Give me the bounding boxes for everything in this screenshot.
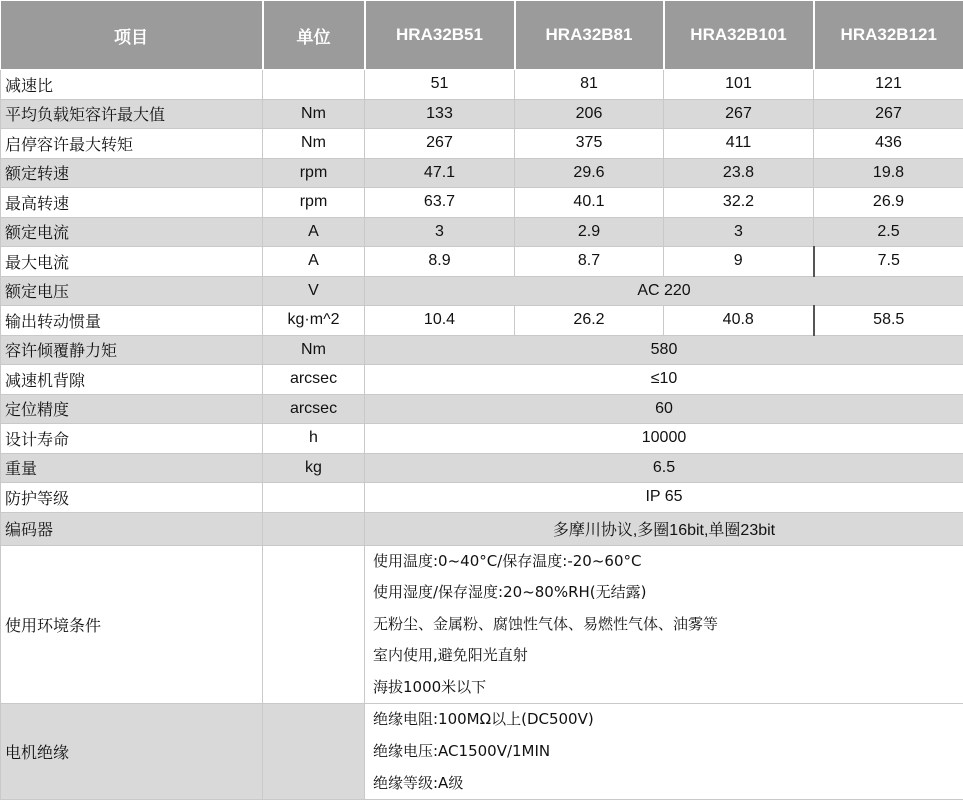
row-merged-value: 6.5 bbox=[365, 453, 963, 483]
row-merged-value: 多摩川协议,多圈16bit,单圈23bit bbox=[365, 512, 963, 545]
header-model-4: HRA32B121 bbox=[814, 1, 963, 70]
row-value: 19.8 bbox=[814, 158, 963, 188]
row-value: 267 bbox=[365, 129, 515, 159]
row-value: 2.5 bbox=[814, 217, 963, 247]
environment-row bbox=[1, 545, 963, 704]
row-value: 3 bbox=[664, 217, 814, 247]
row-value: 9 bbox=[664, 247, 814, 277]
environment-line: 无粉尘、金属粉、腐蚀性气体、易燃性气体、油雾等 bbox=[373, 614, 719, 633]
row-value: 26.2 bbox=[515, 306, 664, 336]
insulation-item: 电机绝缘 bbox=[1, 704, 263, 800]
row-item: 启停容许最大转矩 bbox=[1, 129, 263, 159]
header-unit: 单位 bbox=[263, 1, 365, 70]
environment-notes bbox=[365, 545, 963, 704]
environment-line: 海拔1000米以下 bbox=[373, 677, 487, 696]
table-row bbox=[1, 70, 963, 100]
row-item: 防护等级 bbox=[1, 483, 263, 513]
environment-line: 使用温度:0~40°C/保存温度:-20~60°C bbox=[373, 551, 642, 570]
header-model-2: HRA32B81 bbox=[515, 1, 664, 70]
row-unit: Nm bbox=[263, 335, 365, 365]
row-merged-value: ≤10 bbox=[365, 365, 963, 395]
table-row bbox=[1, 453, 963, 483]
header-row bbox=[1, 1, 963, 70]
row-unit: Nm bbox=[263, 99, 365, 129]
row-item: 设计寿命 bbox=[1, 424, 263, 454]
row-unit bbox=[263, 483, 365, 513]
insulation-line: 绝缘等级:A级 bbox=[373, 773, 464, 792]
row-value: 436 bbox=[814, 129, 963, 159]
row-item: 减速机背隙 bbox=[1, 365, 263, 395]
row-value: 3 bbox=[365, 217, 515, 247]
row-value: 10.4 bbox=[365, 306, 515, 336]
table-row bbox=[1, 512, 963, 545]
row-value: 81 bbox=[515, 70, 664, 100]
row-value: 51 bbox=[365, 70, 515, 100]
row-value: 40.1 bbox=[515, 188, 664, 218]
row-unit: A bbox=[263, 247, 365, 277]
row-item: 输出转动惯量 bbox=[1, 306, 263, 336]
environment-line: 室内使用,避免阳光直射 bbox=[373, 646, 528, 665]
header-model-1: HRA32B51 bbox=[365, 1, 515, 70]
row-item: 容许倾覆静力矩 bbox=[1, 335, 263, 365]
row-unit: Nm bbox=[263, 129, 365, 159]
insulation-notes bbox=[365, 704, 963, 800]
table-row bbox=[1, 276, 963, 306]
row-value: 8.9 bbox=[365, 247, 515, 277]
row-item: 最大电流 bbox=[1, 247, 263, 277]
environment-unit bbox=[263, 545, 365, 704]
table-row bbox=[1, 306, 963, 336]
row-value: 411 bbox=[664, 129, 814, 159]
row-value: 7.5 bbox=[814, 247, 963, 277]
table-row bbox=[1, 217, 963, 247]
row-unit: arcsec bbox=[263, 365, 365, 395]
row-item: 定位精度 bbox=[1, 394, 263, 424]
row-value: 267 bbox=[664, 99, 814, 129]
row-item: 最高转速 bbox=[1, 188, 263, 218]
environment-item: 使用环境条件 bbox=[1, 545, 263, 704]
row-merged-value: 60 bbox=[365, 394, 963, 424]
insulation-row bbox=[1, 704, 963, 800]
row-merged-value: 10000 bbox=[365, 424, 963, 454]
row-merged-value: IP 65 bbox=[365, 483, 963, 513]
row-unit: kg bbox=[263, 453, 365, 483]
row-merged-value: AC 220 bbox=[365, 276, 963, 306]
table-row bbox=[1, 335, 963, 365]
table-row bbox=[1, 188, 963, 218]
table-row bbox=[1, 158, 963, 188]
table-row bbox=[1, 247, 963, 277]
row-value: 40.8 bbox=[664, 306, 814, 336]
row-value: 2.9 bbox=[515, 217, 664, 247]
row-unit: V bbox=[263, 276, 365, 306]
header-model-3: HRA32B101 bbox=[664, 1, 814, 70]
row-unit: rpm bbox=[263, 158, 365, 188]
row-value: 47.1 bbox=[365, 158, 515, 188]
insulation-line: 绝缘电阻:100MΩ以上(DC500V) bbox=[373, 710, 594, 729]
environment-line: 使用湿度/保存湿度:20~80%RH(无结露) bbox=[373, 583, 647, 602]
row-value: 206 bbox=[515, 99, 664, 129]
table-row bbox=[1, 365, 963, 395]
table-row bbox=[1, 394, 963, 424]
row-unit: arcsec bbox=[263, 394, 365, 424]
row-merged-value: 580 bbox=[365, 335, 963, 365]
row-unit: h bbox=[263, 424, 365, 454]
header-item: 项目 bbox=[1, 1, 263, 70]
row-value: 32.2 bbox=[664, 188, 814, 218]
row-value: 133 bbox=[365, 99, 515, 129]
row-value: 8.7 bbox=[515, 247, 664, 277]
insulation-unit bbox=[263, 704, 365, 800]
row-value: 23.8 bbox=[664, 158, 814, 188]
row-value: 267 bbox=[814, 99, 963, 129]
table-row bbox=[1, 129, 963, 159]
row-item: 额定转速 bbox=[1, 158, 263, 188]
row-value: 121 bbox=[814, 70, 963, 100]
row-unit bbox=[263, 70, 365, 100]
row-item: 减速比 bbox=[1, 70, 263, 100]
table-row bbox=[1, 99, 963, 129]
table-row bbox=[1, 424, 963, 454]
row-value: 375 bbox=[515, 129, 664, 159]
row-value: 58.5 bbox=[814, 306, 963, 336]
row-item: 编码器 bbox=[1, 512, 263, 545]
row-unit: rpm bbox=[263, 188, 365, 218]
insulation-line: 绝缘电压:AC1500V/1MIN bbox=[373, 742, 551, 761]
row-unit: kg·m^2 bbox=[263, 306, 365, 336]
row-value: 101 bbox=[664, 70, 814, 100]
table-row bbox=[1, 483, 963, 513]
row-item: 重量 bbox=[1, 453, 263, 483]
row-value: 29.6 bbox=[515, 158, 664, 188]
row-value: 63.7 bbox=[365, 188, 515, 218]
row-item: 额定电压 bbox=[1, 276, 263, 306]
row-item: 额定电流 bbox=[1, 217, 263, 247]
row-unit bbox=[263, 512, 365, 545]
row-item: 平均负载矩容许最大值 bbox=[1, 99, 263, 129]
row-unit: A bbox=[263, 217, 365, 247]
row-value: 26.9 bbox=[814, 188, 963, 218]
